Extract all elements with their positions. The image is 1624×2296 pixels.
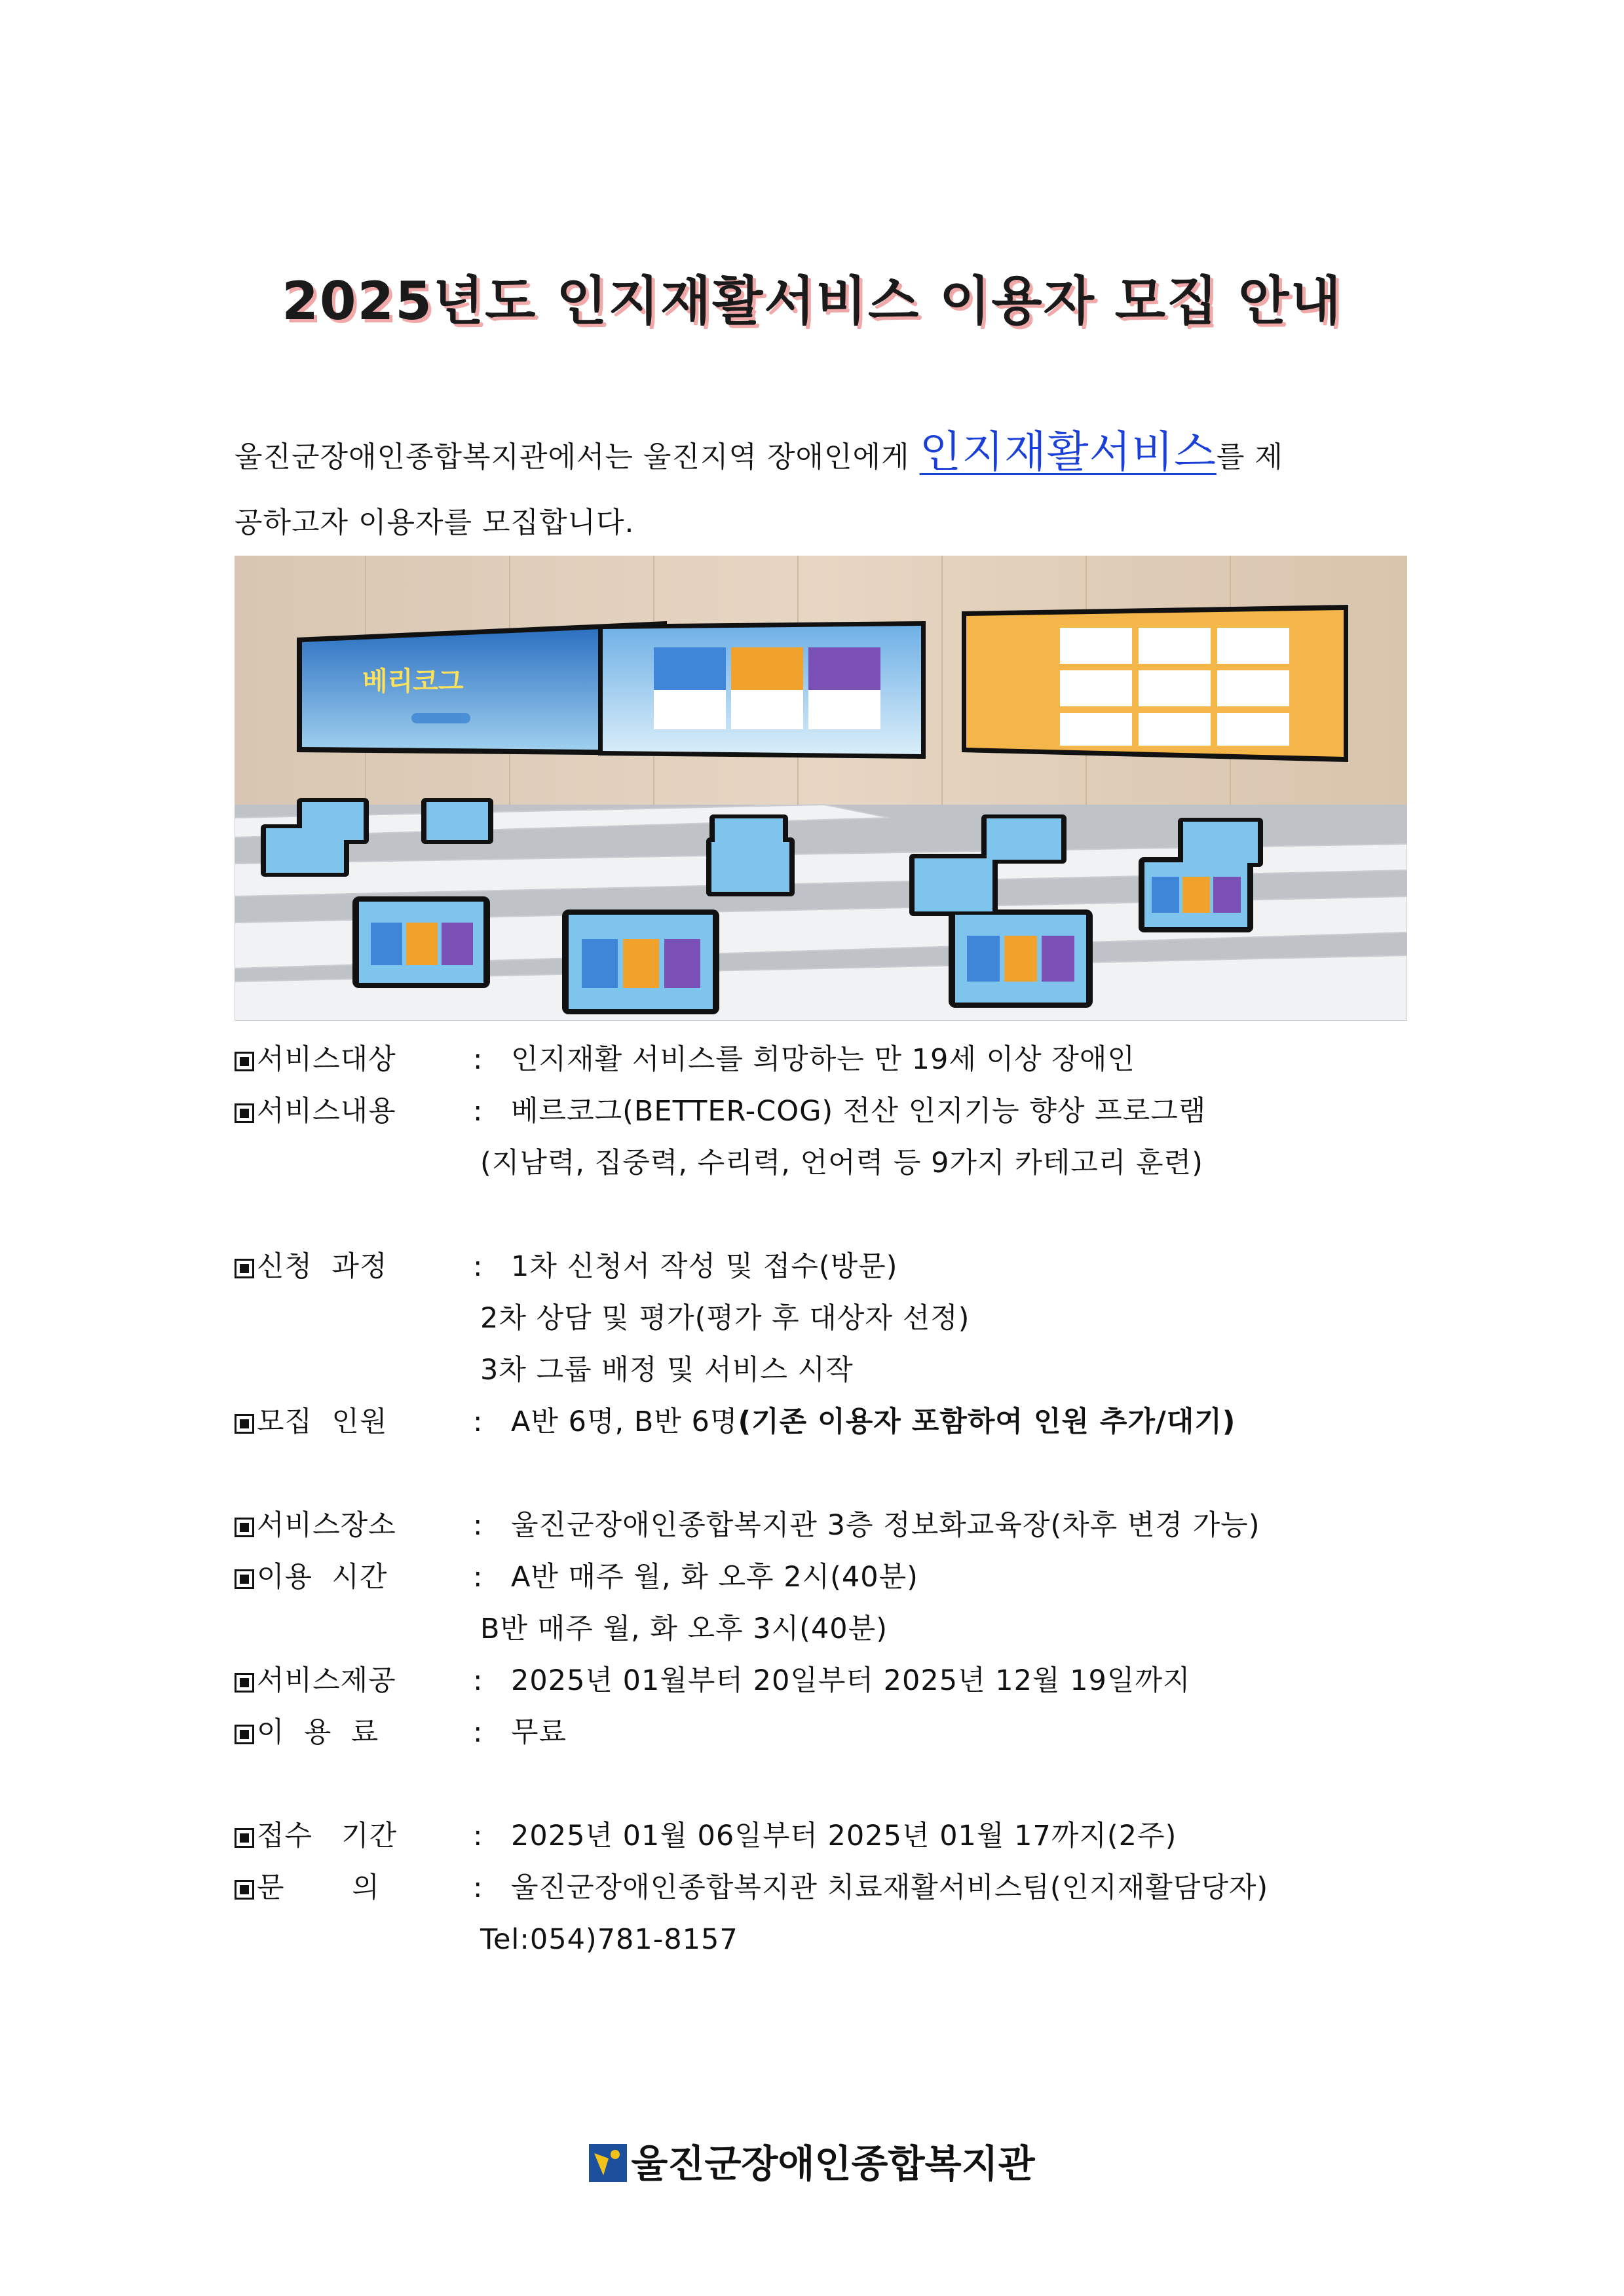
bullet-square-icon (235, 1259, 254, 1278)
intro-paragraph (235, 419, 1407, 556)
bullet-square-icon (235, 1518, 254, 1537)
bullet-square-icon (235, 1052, 254, 1071)
info-row-contact-tel: Tel:054)781-8157 (480, 1923, 738, 1956)
bullet-square-icon (235, 1673, 254, 1693)
info-row-process-step2: 2차 상담 및 평가(평가 후 대상자 선정) (480, 1302, 970, 1335)
info-row-time: 이용 시간 : A반 매주 월, 화 오후 2시(40분) (235, 1552, 1407, 1603)
classroom-photo (235, 556, 1407, 1021)
intro-line-1 (235, 419, 1407, 490)
intro-text-1: 울진군장애인종합복지관에서는 울진지역 장애인에게 (235, 440, 920, 474)
info-row-content: 서비스내용 : 베르코그(BETTER-COG) 전산 인지기능 향상 프로그램 (235, 1086, 1407, 1138)
screen-logo: 베리코그 (362, 666, 464, 697)
page-title: 2025년도 인지재활서비스 이용자 모집 안내 (282, 271, 1342, 332)
wall-screen-middle (598, 621, 926, 759)
info-section (235, 1034, 1407, 1966)
wall-screen-right (962, 605, 1348, 762)
info-row-process: 신청 과정 : 1차 신청서 작성 및 접수(방문) (235, 1241, 1407, 1293)
footer-org-name: 울진군장애인종합복지관 (631, 2141, 1035, 2186)
bullet-square-icon (235, 1103, 254, 1123)
footer-organization (0, 2133, 1624, 2188)
info-row-place: 서비스장소 : 울진군장애인종합복지관 3층 정보화교육장(차후 변경 가능) (235, 1500, 1407, 1552)
intro-highlight: 인지재활서비스 (919, 427, 1217, 477)
info-row-target: 서비스대상 : 인지재활 서비스를 희망하는 만 19세 이상 장애인 (235, 1034, 1407, 1086)
info-row-period: 서비스제공 : 2025년 01월부터 20일부터 2025년 12월 19일까지 (235, 1655, 1407, 1707)
info-row-content-detail: (지남력, 집중력, 수리력, 언어력 등 9가지 카테고리 훈련) (480, 1147, 1203, 1179)
intro-line-2: 공하고자 이용자를 모집합니다. (235, 506, 635, 539)
organization-logo-icon (589, 2144, 627, 2182)
info-row-fee: 이 용 료 : 무료 (235, 1707, 1407, 1759)
info-row-time-b: B반 매주 월, 화 오후 3시(40분) (480, 1613, 888, 1645)
intro-text-2: 를 제 (1216, 440, 1283, 474)
info-row-process-step3: 3차 그룹 배정 및 서비스 시작 (480, 1354, 854, 1387)
bullet-square-icon (235, 1828, 254, 1848)
bullet-square-icon (235, 1569, 254, 1589)
info-row-recruit: 모집 인원 : A반 6명, B반 6명(기존 이용자 포함하여 인원 추가/대기) (235, 1396, 1407, 1448)
bullet-square-icon (235, 1725, 254, 1744)
bullet-square-icon (235, 1414, 254, 1434)
bullet-square-icon (235, 1880, 254, 1900)
info-row-contact: 문 의 : 울진군장애인종합복지관 치료재활서비스팀(인지재활담당자) (235, 1862, 1407, 1914)
info-row-apply: 접수 기간 : 2025년 01월 06일부터 2025년 01월 17까지(2주) (235, 1810, 1407, 1862)
